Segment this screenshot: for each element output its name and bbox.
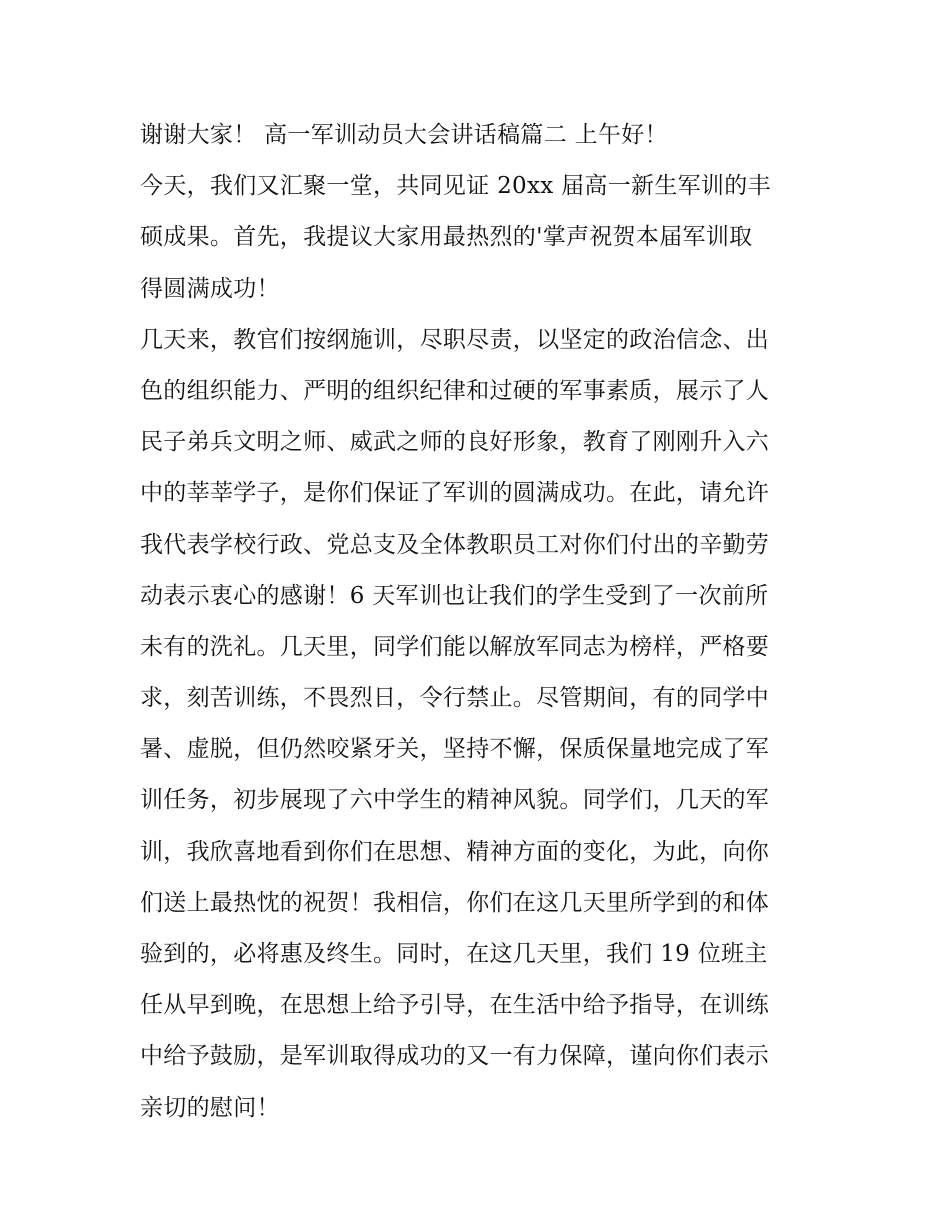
text-line-7: 民子弟兵文明之师、威武之师的良好形象，教育了刚刚升入六 (140, 429, 770, 456)
text-line-8: 中的莘莘学子，是你们保证了军训的圆满成功。在此，请允许 (140, 480, 770, 507)
text-line-3: 硕成果。首先，我提议大家用最热烈的'掌声祝贺本届军训取 (140, 224, 753, 251)
text-line-2: 今天，我们又汇聚一堂，共同见证 20xx 届高一新生军训的丰 (140, 173, 771, 200)
text-line-13: 暑、虚脱，但仍然咬紧牙关，坚持不懈，保质保量地完成了军 (140, 736, 770, 763)
text-line-19: 中给予鼓励，是军训取得成功的又一有力保障，谨向你们表示 (140, 1043, 770, 1070)
text-line-16: 们送上最热忱的祝贺！我相信，你们在这几天里所学到的和体 (140, 889, 770, 916)
text-line-20: 亲切的慰问！ (140, 1094, 280, 1121)
speech-text-body (140, 110, 830, 1134)
text-line-10: 动表示衷心的感谢！6 天军训也让我们的学生受到了一次前所 (140, 582, 769, 609)
text-line-5: 几天来，教官们按纲施训，尽职尽责，以坚定的政治信念、出 (140, 326, 770, 353)
text-line-9: 我代表学校行政、党总支及全体教职员工对你们付出的辛勤劳 (140, 531, 770, 558)
text-line-14: 训任务，初步展现了六中学生的精神风貌。同学们，几天的军 (140, 787, 770, 814)
text-line-15: 训，我欣喜地看到你们在思想、精神方面的变化，为此，向你 (140, 838, 770, 865)
text-line-4: 得圆满成功！ (140, 275, 280, 302)
text-line-12: 求，刻苦训练，不畏烈日，令行禁止。尽管期间，有的同学中 (140, 685, 770, 712)
text-line-11: 未有的洗礼。几天里，同学们能以解放军同志为榜样，严格要 (140, 633, 770, 660)
text-line-17: 验到的，必将惠及终生。同时，在这几天里，我们 19 位班主 (140, 941, 768, 967)
text-line-18: 任从早到晚，在思想上给予引导，在生活中给予指导，在训练 (140, 992, 770, 1019)
text-line-1: 谢谢大家！ 高一军训动员大会讲话稿篇二 上午好！ (140, 122, 668, 148)
text-line-6: 色的组织能力、严明的组织纪律和过硬的军事素质，展示了人 (140, 377, 770, 404)
